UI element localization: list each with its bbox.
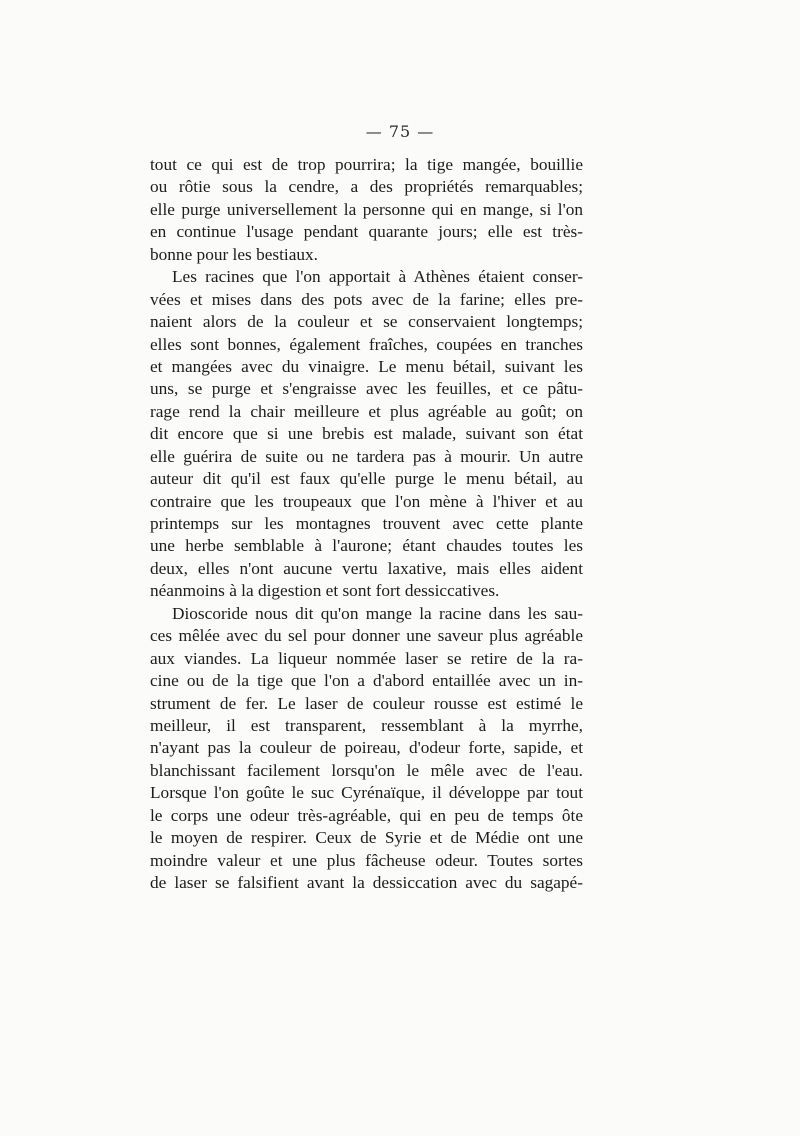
text-line: blanchissant facilement lorsqu'on le mêle avec de l'eau. — [150, 760, 583, 780]
text-line: néanmoins à la digestion et sont fort dessiccatives. — [150, 581, 500, 601]
text-line: ou rôtie sous la cendre, a des propriétés remarquables; — [150, 177, 583, 197]
text-line: elle purge universellement la personne qui en mange, si l'on — [150, 199, 583, 219]
text-line: n'ayant pas la couleur de poireau, d'odeur forte, sapide, et — [150, 738, 583, 758]
text-line: rage rend la chair meilleure et plus agréable au goût; on — [150, 401, 583, 421]
text-line: Les racines que l'on apportait à Athènes étaient conser- — [172, 267, 583, 287]
text-line: deux, elles n'ont aucune vertu laxative, mais elles aident — [150, 558, 583, 578]
text-line: strument de fer. Le laser de couleur rousse est estimé le — [150, 693, 583, 713]
text-line: ces mêlée avec du sel pour donner une saveur plus agréable — [150, 626, 583, 646]
text-line: tout ce qui est de trop pourrira; la tige mangée, bouillie — [150, 155, 583, 174]
text-line: bonne pour les bestiaux. — [150, 244, 318, 264]
text-line: une herbe semblable à l'aurone; étant chaudes toutes les — [150, 536, 583, 556]
text-line: auteur dit qu'il est faux qu'elle purge le menu bétail, au — [150, 469, 583, 489]
text-line: printemps sur les montagnes trouvent avec cette plante — [150, 514, 583, 533]
text-line: de laser se falsifient avant la dessiccation avec du sagapé- — [150, 873, 583, 892]
text-line: elles sont bonnes, également fraîches, coupées en tranches — [150, 334, 583, 354]
text-line: moindre valeur et une plus fâcheuse odeur. Toutes sortes — [150, 850, 583, 870]
text-line: meilleur, il est transparent, ressemblant à la myrrhe, — [150, 715, 583, 735]
text-line: dit encore que si une brebis est malade, suivant son état — [150, 424, 583, 444]
text-line: Dioscoride nous dit qu'on mange la racine dans les sau- — [172, 603, 583, 623]
text-line: contraire que les troupeaux que l'on mène à l'hiver et au — [150, 491, 583, 511]
text-line: naient alors de la couleur et se conservaient longtemps; — [150, 312, 583, 332]
text-line: en continue l'usage pendant quarante jours; elle est très- — [150, 222, 583, 242]
text-line: aux viandes. La liqueur nommée laser se retire de la ra- — [150, 648, 583, 668]
text-line: le corps une odeur très-agréable, qui en peu de temps ôte — [150, 805, 583, 825]
text-line: le moyen de respirer. Ceux de Syrie et de Médie ont une — [150, 828, 583, 848]
body-text — [150, 154, 583, 894]
text-line: elle guérira de suite ou ne tardera pas à mourir. Un autre — [150, 446, 583, 466]
text-line: uns, se purge et s'engraisse avec les feuilles, et ce pâtu- — [150, 379, 583, 399]
text-line: Lorsque l'on goûte le suc Cyrénaïque, il développe par tout — [150, 783, 583, 803]
text-line: vées et mises dans des pots avec de la farine; elles pre- — [150, 289, 583, 309]
page-number: — 75 — — [365, 122, 435, 141]
text-line: cine ou de la tige que l'on a d'abord entaillée avec un in- — [150, 671, 583, 691]
text-line: et mangées avec du vinaigre. Le menu bétail, suivant les — [150, 356, 583, 376]
